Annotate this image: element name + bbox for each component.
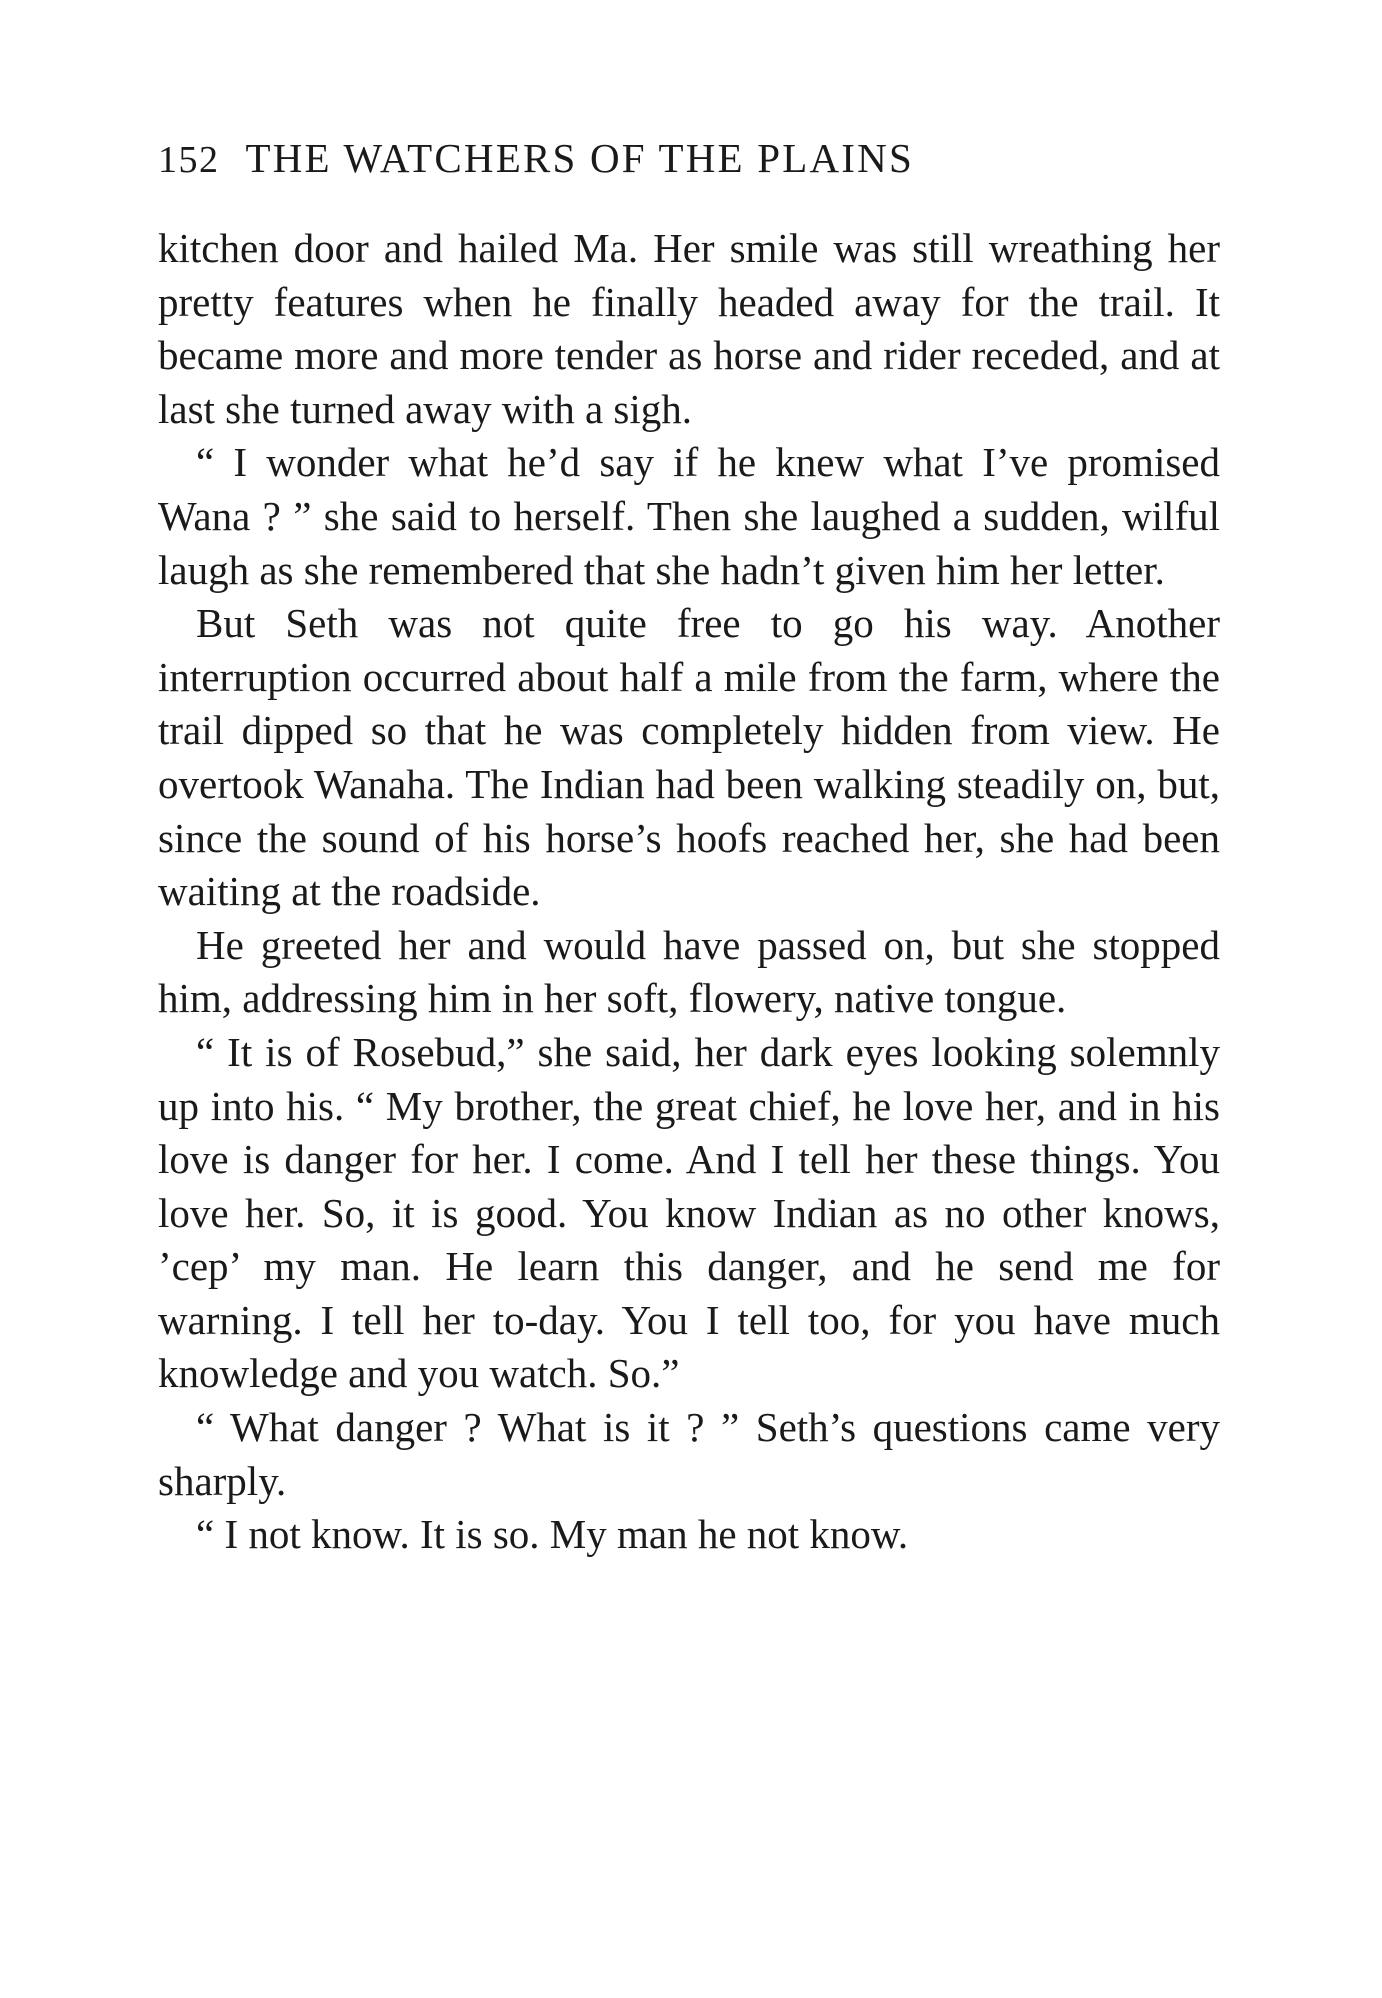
page-number: 152 xyxy=(158,139,220,181)
running-title: THE WATCHERS OF THE PLAINS xyxy=(245,135,914,181)
paragraph-6: “ What danger ? What is it ? ” Seth’s questions came very sharply. xyxy=(158,1404,1220,1504)
body-text xyxy=(158,222,1220,1562)
running-head xyxy=(158,128,1228,188)
paragraph-1: kitchen door and hailed Ma. Her smile was still wreathing her pretty features when he finally headed away for the trail. It became more and more tender as horse and rider receded, and at last she turned away with a sigh. xyxy=(158,225,1220,432)
paragraph-2: “ I wonder what he’d say if he knew what I’ve promised Wana ? ” she said to herself. Then she laughed a sudden, wilful laugh as she remembered that she hadn’t given him her letter. xyxy=(158,439,1220,593)
paragraph-3: But Seth was not quite free to go his way. Another interruption occurred about half a mile from the farm, where the trail dipped so that he was completely hidden from view. He overtook Wanaha. The Indian had been walking steadily on, but, since the sound of his horse’s hoofs reached her, she had been waiting at the roadside. xyxy=(158,600,1220,915)
paragraph-4: He greeted her and would have passed on, but she stopped him, addressing him in her soft, flowery, native tongue. xyxy=(158,921,1220,1022)
paragraph-5: “ It is of Rosebud,” she said, her dark eyes looking solemnly up into his. “ My brother, the great chief, he love her, and in his love is danger for her. I come. And I tell her these things. You love her. So, it is good. You know Indian as no other knows, ’cep’ my man. He learn this danger, and he send me for warning. I tell her to-day. You I tell too, for you have much knowledge and you watch. So.” xyxy=(158,1028,1220,1397)
paragraph-7: “ I not know. It is so. My man he not know. xyxy=(196,1511,909,1558)
